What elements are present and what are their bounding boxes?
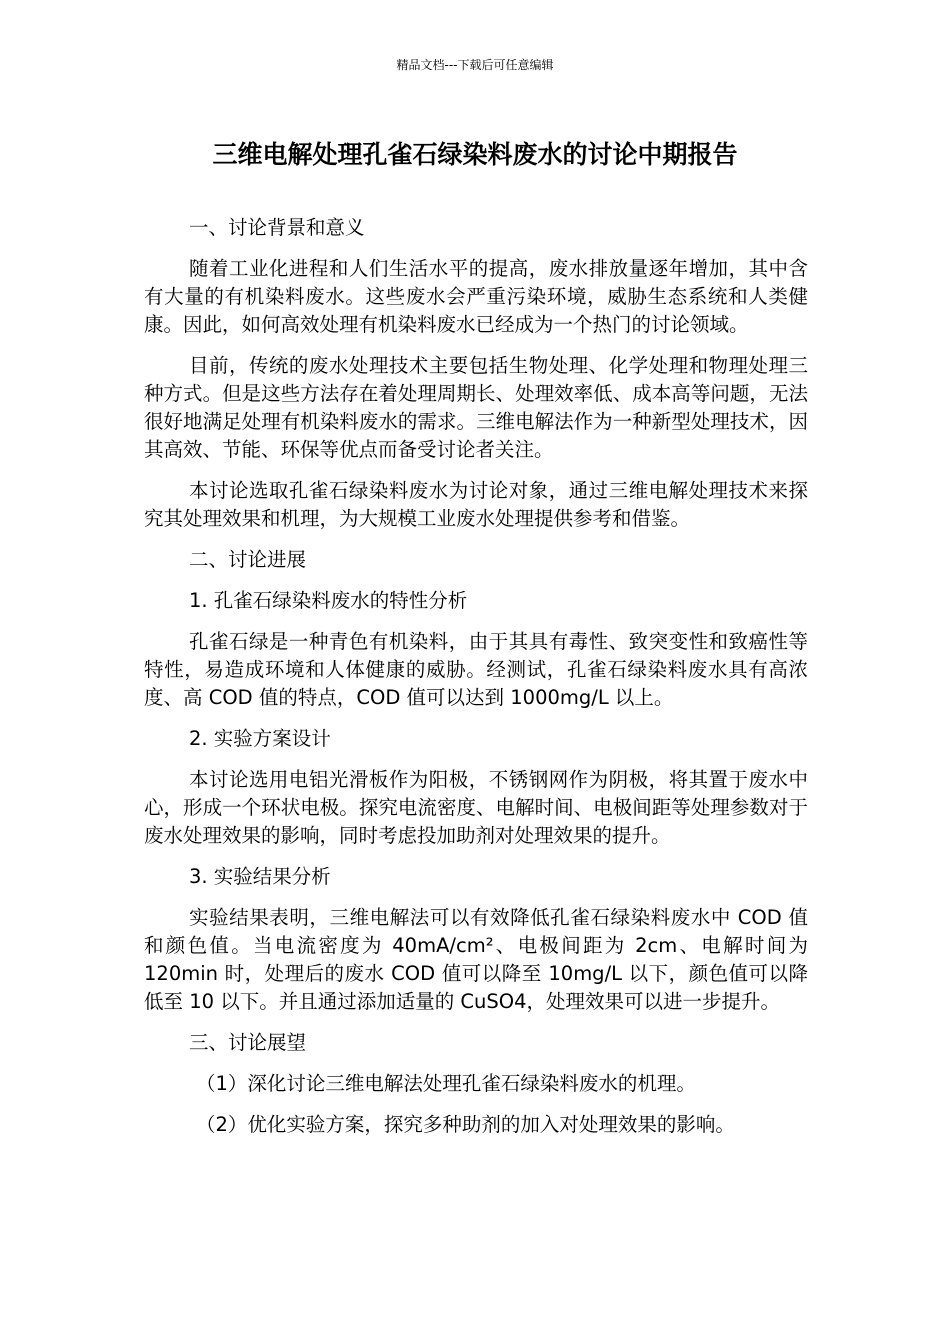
outlook-item: （2）优化实验方案，探究多种助剂的加入对处理效果的影响。 xyxy=(196,1113,735,1136)
background-paragraph-1: 随着工业化进程和人们生活水平的提高，废水排放量逐年增加，其中含有大量的有机染料废水。这些废水会严重污染环境，威胁生态系统和人类健康。因此，如何高效处理有机染料废水已经成为一个热门的讨论领域。 xyxy=(144,257,808,336)
section-heading-outlook: 三、讨论展望 xyxy=(189,1031,307,1054)
section-heading-background: 一、讨论背景和意义 xyxy=(189,216,365,239)
experiment-design-paragraph: 本讨论选用电铝光滑板作为阳极，不锈钢网作为阴极，将其置于废水中心，形成一个环状电极。探究电流密度、电解时间、电极间距等处理参数对于废水处理效果的影响，同时考虑投加助剂对处理效果的提升。 xyxy=(144,768,808,847)
outlook-item: （1）深化讨论三维电解法处理孔雀石绿染料废水的机理。 xyxy=(196,1072,696,1095)
characteristics-paragraph: 孔雀石绿是一种青色有机染料，由于其具有毒性、致突变性和致癌性等特性，易造成环境和人体健康的威胁。经测试，孔雀石绿染料废水具有高浓度、高 COD 值的特点，COD 值可以达到 1000mg/L 以上。 xyxy=(144,630,808,709)
document-body xyxy=(144,214,808,1152)
section-heading-progress: 二、讨论进展 xyxy=(189,548,307,571)
subheading-results: 3. 实验结果分析 xyxy=(189,865,331,888)
results-paragraph: 实验结果表明，三维电解法可以有效降低孔雀石绿染料废水中 COD 值和颜色值。当电流密度为 40mA/cm²、电极间距为 2cm、电解时间为 120min 时，处理后的废水 COD 值可以降至 10mg/L 以下，颜色值可以降低至 10 以下。并且通过添加适量的 CuSO4，处理效果可以进一步提升。 xyxy=(144,906,808,1013)
subheading-characteristics: 1. 孔雀石绿染料废水的特性分析 xyxy=(189,589,468,612)
background-paragraph-3: 本讨论选取孔雀石绿染料废水为讨论对象，通过三维电解处理技术来探究其处理效果和机理，为大规模工业废水处理提供参考和借鉴。 xyxy=(144,479,808,530)
page-header: 精品文档---下载后可任意编辑 xyxy=(396,58,554,72)
subheading-experiment-design: 2. 实验方案设计 xyxy=(189,727,331,750)
document-title: 三维电解处理孔雀石绿染料废水的讨论中期报告 xyxy=(212,140,738,169)
background-paragraph-2: 目前，传统的废水处理技术主要包括生物处理、化学处理和物理处理三种方式。但是这些方法存在着处理周期长、处理效率低、成本高等问题，无法很好地满足处理有机染料废水的需求。三维电解法作为一种新型处理技术，因其高效、节能、环保等优点而备受讨论者关注。 xyxy=(144,354,808,461)
